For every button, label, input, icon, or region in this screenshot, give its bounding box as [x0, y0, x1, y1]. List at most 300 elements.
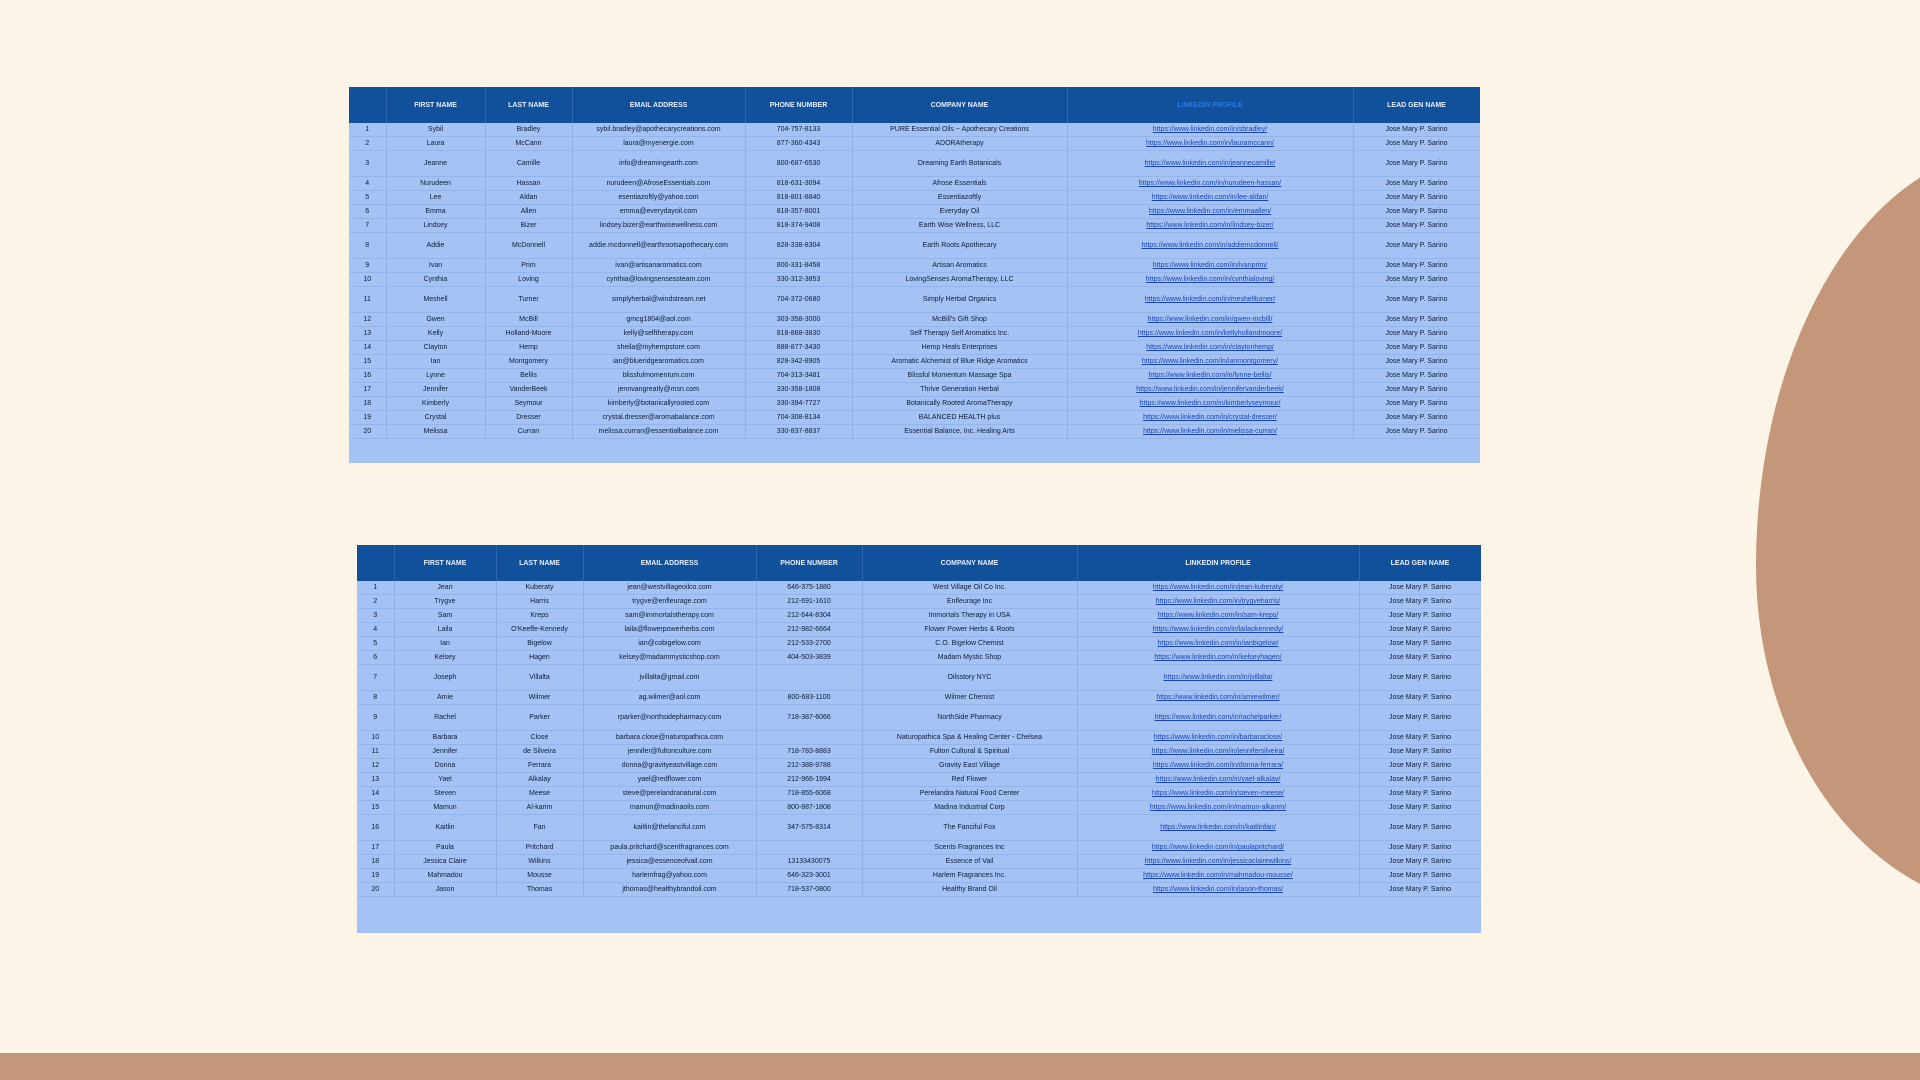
table-cell: 646-323-3001 [756, 869, 862, 883]
table-cell: Jose Mary P. Sarino [1359, 883, 1481, 897]
table-cell: 14 [349, 341, 386, 355]
table-cell: Jose Mary P. Sarino [1359, 759, 1481, 773]
table-row [357, 637, 1481, 651]
table-cell: 5 [357, 637, 394, 651]
table-cell: Blissful Momentum Massage Spa [852, 369, 1067, 383]
table-cell: Jose Mary P. Sarino [1359, 651, 1481, 665]
table-cell: Holland-Moore [485, 327, 572, 341]
linkedin-link[interactable]: https://www.linkedin.com/in/ivanprim/ [1067, 259, 1353, 273]
table-row [357, 855, 1481, 869]
table-cell: Jose Mary P. Sarino [1353, 411, 1480, 425]
table-cell: Self Therapy Self Aromatics Inc. [852, 327, 1067, 341]
table-cell: Alkalay [496, 773, 583, 787]
table-cell: Nurudeen [386, 177, 485, 191]
linkedin-link[interactable]: https://www.linkedin.com/in/jason-thomas/ [1077, 883, 1359, 897]
table-row [357, 651, 1481, 665]
table-row [349, 137, 1480, 151]
table-cell: Jose Mary P. Sarino [1353, 273, 1480, 287]
linkedin-link[interactable]: https://www.linkedin.com/in/cynthialoving/ [1067, 273, 1353, 287]
linkedin-link[interactable]: https://www.linkedin.com/in/lynne-bellis/ [1067, 369, 1353, 383]
column-header: LAST NAME [485, 87, 572, 123]
linkedin-link[interactable]: https://www.linkedin.com/in/amiewilmer/ [1077, 691, 1359, 705]
linkedin-link[interactable]: https://www.linkedin.com/in/kellyhollandmoore/ [1067, 327, 1353, 341]
table-cell: Aromatic Alchemist of Blue Ridge Aromatics [852, 355, 1067, 369]
table-cell: 212-644-8304 [756, 609, 862, 623]
table-cell: Paula [394, 841, 496, 855]
table-cell: kaitlin@thefanciful.com [583, 815, 756, 841]
table-row [349, 205, 1480, 219]
linkedin-link[interactable]: https://www.linkedin.com/in/lauramccann/ [1067, 137, 1353, 151]
table-cell: 6 [349, 205, 386, 219]
table-row [349, 425, 1480, 439]
table-cell: Pritchard [496, 841, 583, 855]
table-cell: Rachel [394, 705, 496, 731]
table-cell: Trygve [394, 595, 496, 609]
table-cell: Ian [386, 355, 485, 369]
table-row [357, 705, 1481, 731]
table-cell: Lee [386, 191, 485, 205]
table-cell: melissa.curran@essentialbalance.com [572, 425, 745, 439]
table-cell: Jennifer [386, 383, 485, 397]
linkedin-link[interactable]: https://www.linkedin.com/in/gwen-mcbill/ [1067, 313, 1353, 327]
table-cell: lindsey.bizer@earthwisewellness.com [572, 219, 745, 233]
table-cell: Jose Mary P. Sarino [1353, 151, 1480, 177]
table-cell: 4 [357, 623, 394, 637]
table-row [357, 623, 1481, 637]
column-header: EMAIL ADDRESS [583, 545, 756, 581]
table-cell: Bizer [485, 219, 572, 233]
table-cell: Jose Mary P. Sarino [1359, 665, 1481, 691]
table-cell: 3 [357, 609, 394, 623]
table-cell: Botanically Rooted AromaTherapy [852, 397, 1067, 411]
table-row [357, 869, 1481, 883]
table-cell: Scents Fragrances Inc [862, 841, 1077, 855]
table-cell: Earth Wise Wellness, LLC [852, 219, 1067, 233]
linkedin-link[interactable]: https://www.linkedin.com/in/jennifersilveira/ [1077, 745, 1359, 759]
table-cell: Turner [485, 287, 572, 313]
linkedin-link[interactable]: https://www.linkedin.com/in/lee-aldan/ [1067, 191, 1353, 205]
table-cell: Meshell [386, 287, 485, 313]
table-cell: 347-575-8314 [756, 815, 862, 841]
linkedin-link[interactable]: https://www.linkedin.com/in/jessicaclairewilkins/ [1077, 855, 1359, 869]
table-cell: de Silveira [496, 745, 583, 759]
table-cell: 212-533-2700 [756, 637, 862, 651]
bottom-bar [0, 1053, 1920, 1080]
table-row [349, 287, 1480, 313]
table-cell: Jose Mary P. Sarino [1353, 123, 1480, 137]
table-cell: West Village Oil Co Inc. [862, 581, 1077, 595]
table-cell: Afrose Essentials [852, 177, 1067, 191]
table-cell: Mousse [496, 869, 583, 883]
table-cell: Madam Mystic Shop [862, 651, 1077, 665]
table-cell: Dreaming Earth Botanicals [852, 151, 1067, 177]
table-cell: barbara.close@naturopathica.com [583, 731, 756, 745]
linkedin-link[interactable]: https://www.linkedin.com/in/trygveharris/ [1077, 595, 1359, 609]
table-cell: Kimberly [386, 397, 485, 411]
linkedin-link[interactable]: https://www.linkedin.com/in/claytonhemp/ [1067, 341, 1353, 355]
table-cell: Jose Mary P. Sarino [1353, 341, 1480, 355]
table-cell: Aldan [485, 191, 572, 205]
linkedin-link[interactable]: https://www.linkedin.com/in/mamun-alkarim/ [1077, 801, 1359, 815]
linkedin-link[interactable]: https://www.linkedin.com/in/nurudeen-hassan/ [1067, 177, 1353, 191]
column-header: EMAIL ADDRESS [572, 87, 745, 123]
table-cell: Jose Mary P. Sarino [1359, 801, 1481, 815]
table-cell: gmcg1804@aol.com [572, 313, 745, 327]
column-header: LAST NAME [496, 545, 583, 581]
table-cell: Loving [485, 273, 572, 287]
table-row [357, 665, 1481, 691]
table-cell: Jose Mary P. Sarino [1359, 869, 1481, 883]
column-header: COMPANY NAME [852, 87, 1067, 123]
table-cell: 212-691-1610 [756, 595, 862, 609]
table-cell: addie.mcdonnell@earthrootsapothecary.com [572, 233, 745, 259]
table-cell: Thomas [496, 883, 583, 897]
table-cell: 818-868-3830 [745, 327, 852, 341]
linkedin-link[interactable]: https://www.linkedin.com/in/jennifervanderbeek/ [1067, 383, 1353, 397]
table-cell: Kelly [386, 327, 485, 341]
linkedin-link[interactable]: https://www.linkedin.com/in/jvillalta/ [1077, 665, 1359, 691]
table-cell: Enfleurage Inc [862, 595, 1077, 609]
linkedin-link[interactable]: https://www.linkedin.com/in/kelseyhagen/ [1077, 651, 1359, 665]
table-cell: Perelandra Natural Food Center [862, 787, 1077, 801]
table-cell: 1 [357, 581, 394, 595]
table-cell: 818-801-8840 [745, 191, 852, 205]
linkedin-link[interactable]: https://www.linkedin.com/in/crystal-dresser/ [1067, 411, 1353, 425]
table-cell: Red Flower [862, 773, 1077, 787]
table-cell: Jose Mary P. Sarino [1353, 191, 1480, 205]
leads-table-1 [349, 87, 1480, 463]
table-cell: Harlem Fragrances Inc. [862, 869, 1077, 883]
table-cell: Simply Herbal Organics [852, 287, 1067, 313]
table-cell: 9 [349, 259, 386, 273]
table-cell: kimberly@botanicallyrooted.com [572, 397, 745, 411]
linkedin-link[interactable]: https://www.linkedin.com/in/ianmontgomery/ [1067, 355, 1353, 369]
table-cell: 7 [357, 665, 394, 691]
table-cell: O'Keeffe-Kennedy [496, 623, 583, 637]
table-cell: Jose Mary P. Sarino [1359, 841, 1481, 855]
table-cell: McCann [485, 137, 572, 151]
table-row [357, 691, 1481, 705]
table-cell: Jose Mary P. Sarino [1359, 581, 1481, 595]
table-header-row [349, 87, 1480, 123]
table-cell [756, 841, 862, 855]
linkedin-link[interactable]: https://www.linkedin.com/in/jean-kuberaty/ [1077, 581, 1359, 595]
table-cell: 11 [357, 745, 394, 759]
table-cell: sam@immortalstherapy.com [583, 609, 756, 623]
table-cell: Essentiazoftly [852, 191, 1067, 205]
table-cell: 800-687-6530 [745, 151, 852, 177]
linkedin-link[interactable]: https://www.linkedin.com/in/yael-alkalay/ [1077, 773, 1359, 787]
table-row [349, 259, 1480, 273]
table-cell: paula.pritchard@scentfragrances.com [583, 841, 756, 855]
table-cell: 13 [349, 327, 386, 341]
table-cell: ian@cobigelow.com [583, 637, 756, 651]
table-cell: 646-375-1880 [756, 581, 862, 595]
table-cell: Meese [496, 787, 583, 801]
table-cell: ADORAtherapy [852, 137, 1067, 151]
table-cell: Jose Mary P. Sarino [1359, 623, 1481, 637]
table-cell: 12 [349, 313, 386, 327]
table-cell: Jessica Claire [394, 855, 496, 869]
linkedin-link[interactable]: https://www.linkedin.com/in/ianbigelow/ [1077, 637, 1359, 651]
linkedin-link[interactable]: https://www.linkedin.com/in/rachelparker/ [1077, 705, 1359, 731]
linkedin-link[interactable]: https://www.linkedin.com/in/lailaokennedy/ [1077, 623, 1359, 637]
table-row [357, 787, 1481, 801]
table-cell: 704-313-3481 [745, 369, 852, 383]
linkedin-link[interactable]: https://www.linkedin.com/in/melissa-curran/ [1067, 425, 1353, 439]
linkedin-link[interactable]: https://www.linkedin.com/in/donna-ferrara/ [1077, 759, 1359, 773]
table-cell: McDonnell [485, 233, 572, 259]
linkedin-link[interactable]: https://www.linkedin.com/in/mahmadou-mousse/ [1077, 869, 1359, 883]
table-row [349, 341, 1480, 355]
table-cell: 10 [357, 731, 394, 745]
table-cell: 8 [357, 691, 394, 705]
table-cell: jennvangreatly@msn.com [572, 383, 745, 397]
table-cell: Madina Industrial Corp [862, 801, 1077, 815]
table-cell: Jose Mary P. Sarino [1353, 369, 1480, 383]
table-cell: 704-372-0680 [745, 287, 852, 313]
table-cell: jennifer@fultonculture.com [583, 745, 756, 759]
table-cell: Kuberaty [496, 581, 583, 595]
table-cell: Ian [394, 637, 496, 651]
table-cell: Amie [394, 691, 496, 705]
table-row [349, 123, 1480, 137]
table-cell: ivan@artisanaromatics.com [572, 259, 745, 273]
table-cell: Fulton Cultural & Spiritual [862, 745, 1077, 759]
table-cell: 718-537-0800 [756, 883, 862, 897]
table-cell: Camille [485, 151, 572, 177]
table-cell: 800-887-1808 [756, 801, 862, 815]
table-cell: Jose Mary P. Sarino [1353, 233, 1480, 259]
table-cell: Jennifer [394, 745, 496, 759]
table-cell: esentiazoftly@yahoo.com [572, 191, 745, 205]
table-cell: kelsey@madammysticshop.com [583, 651, 756, 665]
table-cell: Sybil [386, 123, 485, 137]
table-row [357, 759, 1481, 773]
table-cell: Montgomery [485, 355, 572, 369]
table-row [357, 595, 1481, 609]
table-cell: 704-757-8133 [745, 123, 852, 137]
table-cell: 15 [357, 801, 394, 815]
table-cell: 704-308-8134 [745, 411, 852, 425]
table-cell [756, 665, 862, 691]
linkedin-link[interactable]: https://www.linkedin.com/in/sbradley/ [1067, 123, 1353, 137]
table-cell: Jose Mary P. Sarino [1353, 425, 1480, 439]
table-cell: 17 [349, 383, 386, 397]
table-cell: Everyday Oil [852, 205, 1067, 219]
column-header: LINKEDIN PROFILE [1077, 545, 1359, 581]
table-cell: 13 [357, 773, 394, 787]
table-cell: C.O. Bigelow Chemist [862, 637, 1077, 651]
linkedin-link[interactable]: https://www.linkedin.com/in/steven-meese/ [1077, 787, 1359, 801]
table-cell: Jose Mary P. Sarino [1353, 205, 1480, 219]
table-cell: Wilkins [496, 855, 583, 869]
table-cell: BALANCED HEALTH plus [852, 411, 1067, 425]
table-cell: mamun@madinaoils.com [583, 801, 756, 815]
table-cell: Curran [485, 425, 572, 439]
table-cell: 12 [357, 759, 394, 773]
table-cell: rparker@northsidepharmacy.com [583, 705, 756, 731]
table-cell: 303-358-3000 [745, 313, 852, 327]
table-cell: 212-982-6664 [756, 623, 862, 637]
table-cell: 818-357-8001 [745, 205, 852, 219]
table-header-row [357, 545, 1481, 581]
table-cell: Essence of Vail [862, 855, 1077, 869]
table-row [357, 841, 1481, 855]
table-cell: Kreps [496, 609, 583, 623]
table-cell: VanderBeek [485, 383, 572, 397]
table-cell: Mahmadou [394, 869, 496, 883]
table-cell: Jose Mary P. Sarino [1353, 397, 1480, 411]
table-cell: 828-342-8905 [745, 355, 852, 369]
linkedin-link[interactable]: https://www.linkedin.com/in/lindsey-bizer/ [1067, 219, 1353, 233]
table-cell: Jose Mary P. Sarino [1353, 313, 1480, 327]
table-cell: 16 [357, 815, 394, 841]
table-row [349, 383, 1480, 397]
table-cell: Thrive Generation Herbal [852, 383, 1067, 397]
table-cell: Close [496, 731, 583, 745]
table-cell: ian@blueridgearomatics.com [572, 355, 745, 369]
table-cell: 17 [357, 841, 394, 855]
linkedin-link[interactable]: https://www.linkedin.com/in/meshellturner/ [1067, 287, 1353, 313]
table-cell: PURE Essential Oils ~ Apothecary Creations [852, 123, 1067, 137]
table-row [349, 273, 1480, 287]
table-cell: harlemfrag@yahoo.com [583, 869, 756, 883]
table-cell: Donna [394, 759, 496, 773]
table-cell: Barbara [394, 731, 496, 745]
table-cell: 718-855-6068 [756, 787, 862, 801]
table-cell: Jose Mary P. Sarino [1359, 745, 1481, 759]
column-header [357, 545, 394, 581]
table-cell: jessica@essenceofvail.com [583, 855, 756, 869]
table-cell: 818-631-3094 [745, 177, 852, 191]
table-cell: laila@flowerpowerherbs.com [583, 623, 756, 637]
column-header: LEAD GEN NAME [1353, 87, 1480, 123]
table-row [349, 313, 1480, 327]
table-cell: 16 [349, 369, 386, 383]
column-header: LEAD GEN NAME [1359, 545, 1481, 581]
table-cell: 330-837-8837 [745, 425, 852, 439]
table-cell: Jason [394, 883, 496, 897]
table-cell: 828-338-8304 [745, 233, 852, 259]
linkedin-link[interactable]: https://www.linkedin.com/in/paulapritchard/ [1077, 841, 1359, 855]
table-cell: Allen [485, 205, 572, 219]
table-cell: Dresser [485, 411, 572, 425]
table-cell: 8 [349, 233, 386, 259]
linkedin-link[interactable]: https://www.linkedin.com/in/jeannecamille/ [1067, 151, 1353, 177]
linkedin-link[interactable]: https://www.linkedin.com/in/barbaraclose/ [1077, 731, 1359, 745]
table-cell: cynthia@lovingsensessteam.com [572, 273, 745, 287]
table-cell: laura@myenergie.com [572, 137, 745, 151]
table-cell: nurudeen@AfroseEssentials.com [572, 177, 745, 191]
table-cell: Cynthia [386, 273, 485, 287]
table-row [349, 411, 1480, 425]
table-cell: 19 [349, 411, 386, 425]
table-cell: Kaitlin [394, 815, 496, 841]
table-cell: Melissa [386, 425, 485, 439]
table-cell: 4 [349, 177, 386, 191]
table-cell: Essential Balance, Inc. Healing Arts [852, 425, 1067, 439]
table-row [357, 883, 1481, 897]
linkedin-link[interactable]: https://www.linkedin.com/in/kaitlinfan/ [1077, 815, 1359, 841]
table-row [349, 233, 1480, 259]
table-cell: Jose Mary P. Sarino [1353, 219, 1480, 233]
table-cell: Al-karim [496, 801, 583, 815]
table-row [349, 355, 1480, 369]
table-cell: Yael [394, 773, 496, 787]
table-row [357, 745, 1481, 759]
table-cell: Wilmer Chemist [862, 691, 1077, 705]
table-cell: Jose Mary P. Sarino [1353, 287, 1480, 313]
table-cell: Harris [496, 595, 583, 609]
table-cell: Parker [496, 705, 583, 731]
table-cell: 20 [357, 883, 394, 897]
column-header [349, 87, 386, 123]
table-cell: 14 [357, 787, 394, 801]
table-cell: jvillalta@gmail.com [583, 665, 756, 691]
table-cell: Jose Mary P. Sarino [1359, 815, 1481, 841]
table-cell: 2 [357, 595, 394, 609]
table-cell: Bigelow [496, 637, 583, 651]
table-cell: Jose Mary P. Sarino [1359, 855, 1481, 869]
table-cell: info@dreamingearth.com [572, 151, 745, 177]
table-cell: trygve@enfleurage.com [583, 595, 756, 609]
linkedin-link[interactable]: https://www.linkedin.com/in/sam-kreps/ [1077, 609, 1359, 623]
column-header: PHONE NUMBER [745, 87, 852, 123]
table-cell: 20 [349, 425, 386, 439]
table-row [357, 773, 1481, 787]
table-cell: Jose Mary P. Sarino [1359, 637, 1481, 651]
table-cell: 718-387-6066 [756, 705, 862, 731]
table-cell: jean@westvillageoilco.com [583, 581, 756, 595]
table-cell: steve@perelandranatural.com [583, 787, 756, 801]
table-cell: Gwen [386, 313, 485, 327]
linkedin-link[interactable]: https://www.linkedin.com/in/emmaallen/ [1067, 205, 1353, 219]
linkedin-link[interactable]: https://www.linkedin.com/in/addiemcdonnell/ [1067, 233, 1353, 259]
column-header: FIRST NAME [394, 545, 496, 581]
table-row [357, 815, 1481, 841]
linkedin-link[interactable]: https://www.linkedin.com/in/kimberlyseymour/ [1067, 397, 1353, 411]
table-cell: Laura [386, 137, 485, 151]
table-cell: Jose Mary P. Sarino [1353, 355, 1480, 369]
table-cell: Jose Mary P. Sarino [1359, 787, 1481, 801]
table-cell: 212-388-9788 [756, 759, 862, 773]
table-cell: emma@everydayoil.com [572, 205, 745, 219]
table-cell: Healthy Brand Oil [862, 883, 1077, 897]
table-row [357, 581, 1481, 595]
table-cell: 10 [349, 273, 386, 287]
table-cell: blissfulmomentum.com [572, 369, 745, 383]
column-header: COMPANY NAME [862, 545, 1077, 581]
table-cell: 11 [349, 287, 386, 313]
table-cell: crystal.dresser@aromabalance.com [572, 411, 745, 425]
table-cell: 18 [349, 397, 386, 411]
table-cell: Hemp [485, 341, 572, 355]
table-cell: 818-374-9408 [745, 219, 852, 233]
table-cell: Crystal [386, 411, 485, 425]
table-cell: Gravity East Village [862, 759, 1077, 773]
table-cell: Jose Mary P. Sarino [1353, 137, 1480, 151]
table-row [349, 191, 1480, 205]
table-cell: sheila@myhempstore.com [572, 341, 745, 355]
table-cell: 718-783-8883 [756, 745, 862, 759]
column-header: FIRST NAME [386, 87, 485, 123]
table-cell: Jose Mary P. Sarino [1359, 691, 1481, 705]
table-cell: Hemp Heals Enterprises [852, 341, 1067, 355]
table-cell: 15 [349, 355, 386, 369]
table-cell: Jose Mary P. Sarino [1359, 731, 1481, 745]
table-cell: Jose Mary P. Sarino [1359, 705, 1481, 731]
